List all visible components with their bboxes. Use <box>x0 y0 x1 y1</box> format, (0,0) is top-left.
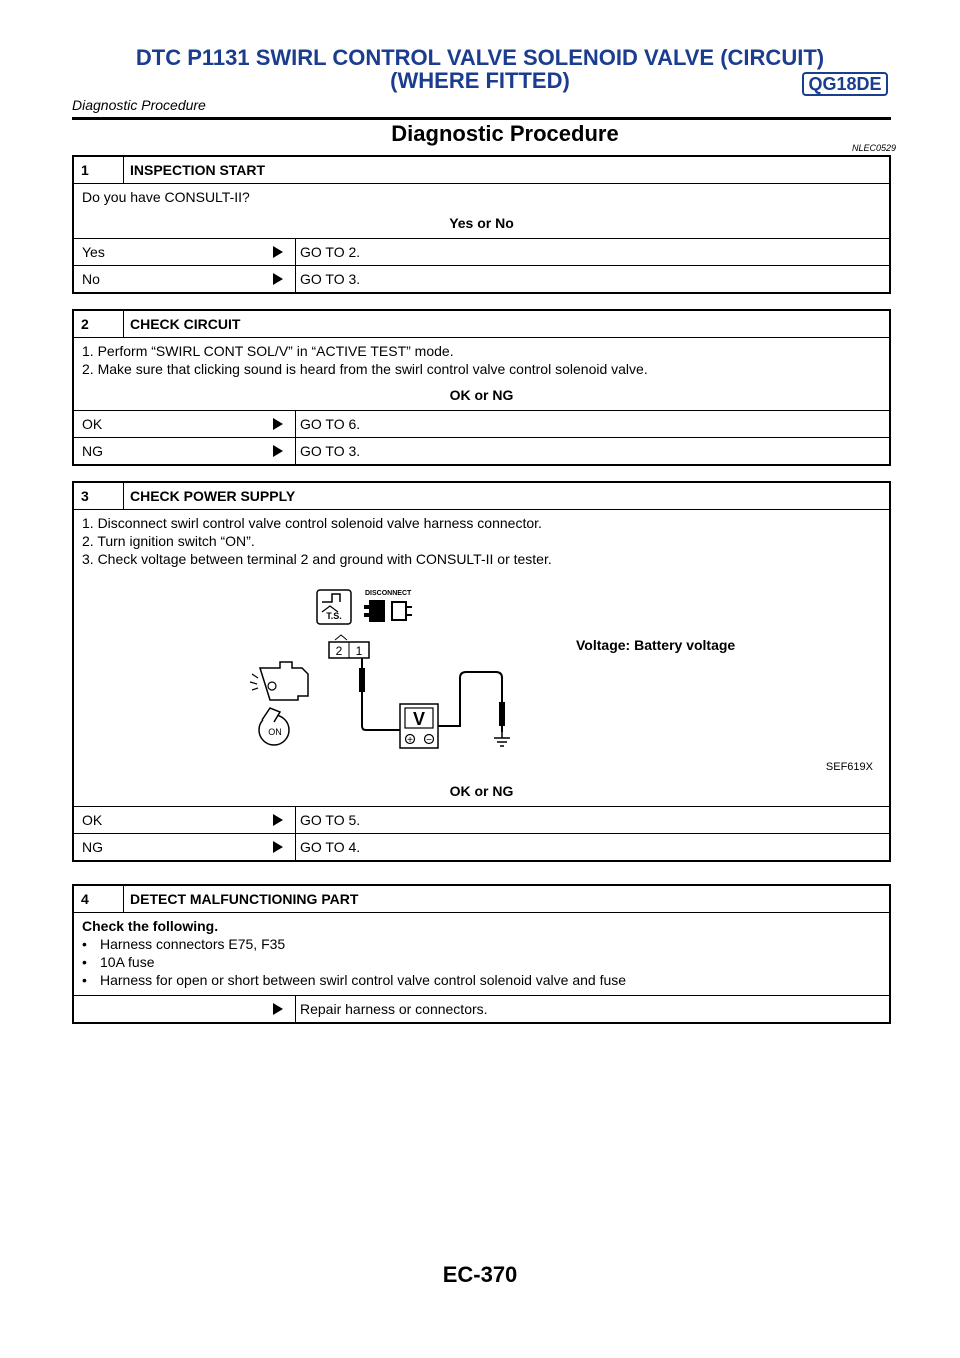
step-header <box>74 886 889 913</box>
result-row <box>74 806 889 833</box>
step-body <box>74 510 889 806</box>
bullet-icon: • <box>82 936 87 952</box>
result-value: GO TO 3. <box>300 271 361 287</box>
result-value: GO TO 5. <box>300 812 361 828</box>
result-row <box>74 833 889 860</box>
result-value: GO TO 4. <box>300 839 361 855</box>
svg-text:1: 1 <box>355 644 363 658</box>
result-row <box>74 410 889 437</box>
step-title: INSPECTION START <box>130 162 266 178</box>
step-title: DETECT MALFUNCTIONING PART <box>130 891 359 907</box>
result-key: No <box>74 266 296 292</box>
step-line: Do you have CONSULT-II? <box>82 189 250 205</box>
bullet-icon: • <box>82 972 87 988</box>
svg-text:V: V <box>412 709 426 729</box>
triangle-arrow-icon <box>273 273 283 285</box>
result-row <box>74 265 889 292</box>
step-line: 2. Turn ignition switch “ON”. <box>82 533 255 549</box>
step-2-box <box>72 309 891 466</box>
voltage-check-diagram <box>82 568 882 782</box>
step-line: 2. Make sure that clicking sound is heard from the swirl control valve control solenoid valve. <box>82 361 648 377</box>
result-value: GO TO 3. <box>300 443 361 459</box>
list-item: • Harness connectors E75, F35 <box>82 936 286 952</box>
step-1-box <box>72 155 891 294</box>
result-key: NG <box>74 834 296 860</box>
step-intro: Check the following. <box>82 918 219 934</box>
step-header <box>74 311 889 338</box>
step-body <box>74 338 889 410</box>
result-key: OK <box>74 411 296 437</box>
triangle-arrow-icon <box>273 841 283 853</box>
step-line: 1. Perform “SWIRL CONT SOL/V” in “ACTIVE TEST” mode. <box>82 343 454 359</box>
ground-icon <box>494 732 510 746</box>
step-number: 2 <box>74 311 124 337</box>
ts-tester-icon <box>317 590 351 624</box>
wiring-figure <box>82 568 881 782</box>
result-row <box>74 238 889 265</box>
triangle-arrow-icon <box>273 418 283 430</box>
disconnect-icon <box>364 590 412 622</box>
svg-text:T.S.: T.S. <box>326 611 342 621</box>
page-number: EC-370 <box>442 1262 518 1287</box>
list-item: • 10A fuse <box>82 954 155 970</box>
triangle-arrow-icon <box>273 814 283 826</box>
header-title-line2: (WHERE FITTED) <box>390 68 570 93</box>
triangle-arrow-icon <box>273 1003 283 1015</box>
result-value: Repair harness or connectors. <box>300 1001 488 1017</box>
step-body <box>74 184 889 238</box>
step-3-box <box>72 481 891 862</box>
step-question: OK or NG <box>449 387 514 403</box>
header-subtitle: Diagnostic Procedure <box>72 97 206 113</box>
result-row <box>74 995 889 1022</box>
section-title: Diagnostic Procedure <box>391 121 619 146</box>
ignition-key-icon <box>259 708 289 745</box>
result-row <box>74 437 889 464</box>
engine-icon <box>250 662 308 700</box>
step-title: CHECK POWER SUPPLY <box>130 488 296 504</box>
result-key <box>74 996 296 1022</box>
step-number: 4 <box>74 886 124 912</box>
figure-code: SEF619X <box>825 761 873 773</box>
step-question: Yes or No <box>449 215 514 231</box>
step-title: CHECK CIRCUIT <box>130 316 241 332</box>
bullet-icon: • <box>82 954 87 970</box>
step-header <box>74 157 889 184</box>
result-key: Yes <box>74 239 296 265</box>
voltmeter-icon <box>400 704 438 748</box>
section-code: NLEC0529 <box>852 143 897 153</box>
step-body <box>74 913 889 995</box>
triangle-arrow-icon <box>273 246 283 258</box>
step-4-box <box>72 884 891 1024</box>
step-line: 1. Disconnect swirl control valve control solenoid valve harness connector. <box>82 515 542 531</box>
result-value: GO TO 2. <box>300 244 361 260</box>
step-number: 1 <box>74 157 124 183</box>
triangle-arrow-icon <box>273 445 283 457</box>
svg-text:−: − <box>426 735 432 746</box>
voltage-spec: Voltage: Battery voltage <box>576 637 736 653</box>
result-key: NG <box>74 438 296 464</box>
step-line: 3. Check voltage between terminal 2 and ground with CONSULT-II or tester. <box>82 551 552 567</box>
svg-text:ON: ON <box>268 727 282 737</box>
step-question: OK or NG <box>449 783 514 799</box>
result-key: OK <box>74 807 296 833</box>
header-title-line1: DTC P1131 SWIRL CONTROL VALVE SOLENOID VALVE (CIRCUIT) <box>135 45 825 70</box>
engine-code-badge: QG18DE <box>802 72 888 96</box>
svg-text:2: 2 <box>335 644 343 658</box>
result-value: GO TO 6. <box>300 416 361 432</box>
list-item: • Harness for open or short between swirl control valve control solenoid valve and fuse <box>82 972 627 988</box>
svg-text:+: + <box>407 735 413 746</box>
harness-connector <box>329 635 369 658</box>
step-header <box>74 483 889 510</box>
svg-text:DISCONNECT: DISCONNECT <box>365 590 412 597</box>
step-number: 3 <box>74 483 124 509</box>
